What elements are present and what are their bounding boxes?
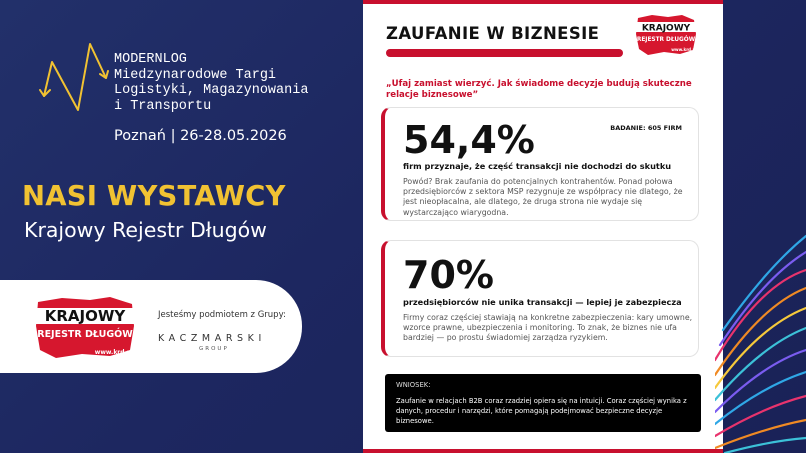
krd-logo-icon xyxy=(634,14,698,56)
exhibitors-heading: NASI WYSTAWCY xyxy=(22,180,286,212)
page-title: ZAUFANIE W BIZNESIE xyxy=(386,24,600,43)
stat-description: Firmy coraz częściej stawiają na konkretne zabezpieczenia: kary umowne, wzorce prawne, ubezpieczenia i monitoring. To znak, że biznes nie ufa bardziej — po prostu świadomiej zarządza ryzykiem. xyxy=(403,313,693,343)
exhibitor-company-name: Krajowy Rejestr Długów xyxy=(24,218,267,242)
title-underline xyxy=(386,49,623,57)
kaczmarski-group-logo: KACZMARSKI xyxy=(158,333,266,344)
stat-value: 54,4% xyxy=(403,118,535,162)
fair-location-dates: Poznań | 26-28.05.2026 xyxy=(114,128,287,144)
stat-value: 70% xyxy=(403,253,494,297)
kaczmarski-group-sub: GROUP xyxy=(199,346,229,352)
svg-text:www.krd.pl: www.krd.pl xyxy=(671,47,697,52)
conclusion-box xyxy=(385,374,701,432)
svg-text:KRAJOWY: KRAJOWY xyxy=(641,23,691,34)
modernlog-logo-icon xyxy=(38,40,110,116)
stat-card xyxy=(381,107,699,221)
brand-card xyxy=(0,280,302,373)
stat-card xyxy=(381,240,699,357)
svg-text:www.krd.pl: www.krd.pl xyxy=(94,349,134,356)
stat-label: firm przyznaje, że część transakcji nie dochodzi do skutku xyxy=(403,161,672,171)
svg-text:KRAJOWY: KRAJOWY xyxy=(44,307,126,325)
fair-name: MODERNLOG Miedzynarodowe Targi Logistyki, Magazynowania i Transportu xyxy=(114,52,309,114)
quote: „Ufaj zamiast wierzyć. Jak świadome decyzje budują skuteczne relacje biznesowe” xyxy=(386,79,692,100)
survey-badge: BADANIE: 605 FIRM xyxy=(610,124,682,132)
conclusion-title: WNIOSEK: xyxy=(396,381,431,389)
decorative-swirl-icon xyxy=(715,160,806,453)
krd-logo-icon xyxy=(32,296,138,360)
infographic-page xyxy=(363,0,723,453)
svg-text:REJESTR DŁUGÓW: REJESTR DŁUGÓW xyxy=(636,37,696,43)
stat-description: Powód? Brak zaufania do potencjalnych kontrahentów. Ponad połowa przedsiębiorców z sektora MSP rezygnuje ze współpracy nie dlatego, że jest nieopłacalna, ale dlatego, że druga strona nie wydaje się wystarczająco wiarygodna. xyxy=(403,177,683,217)
conclusion-text: Zaufanie w relacjach B2B coraz rzadziej opiera się na intuicji. Coraz częściej wynika z danych, procedur i narzędzi, które pomagają podejmować bezpieczne decyzje biznesowe. xyxy=(396,397,687,425)
group-label: Jesteśmy podmiotem z Grupy: xyxy=(158,310,286,320)
stat-label: przedsiębiorców nie unika transakcji — lepiej je zabezpiecza xyxy=(403,297,682,307)
svg-text:REJESTR DŁUGÓW: REJESTR DŁUGÓW xyxy=(37,329,133,340)
